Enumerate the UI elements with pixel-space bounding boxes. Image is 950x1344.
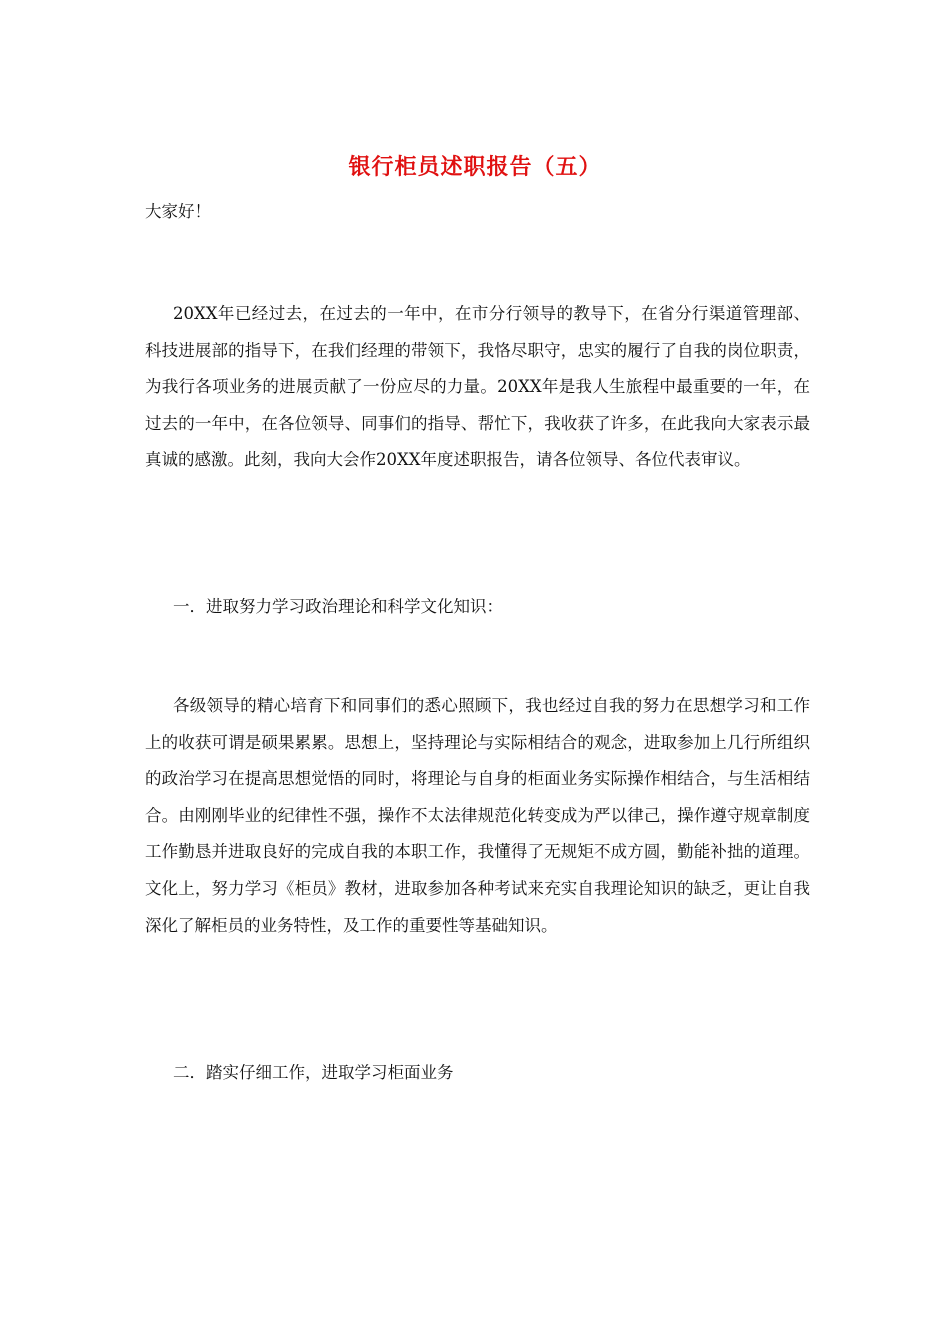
section-heading-2: 二．踏实仔细工作，进取学习柜面业务: [173, 1063, 454, 1082]
paragraph-intro: 20XX年已经过去，在过去的一年中，在市分行领导的教导下，在省分行渠道管理部、科技进展部的指导下，在我们经理的带领下，我恪尽职守，忠实的履行了自我的岗位职责，为我行各项业务的进展贡献了一份应尽的力量。20XX年是我人生旅程中最重要的一年，在过去的一年中，在各位领导、同事们的指导、帮忙下，我收获了许多，在此我向大家表示最真诚的感激。此刻，我向大会作20XX年度述职报告，请各位领导、各位代表审议。: [145, 304, 810, 470]
document-title: 银行柜员述职报告（五）: [348, 155, 602, 180]
section-heading-1: 一．进取努力学习政治理论和科学文化知识：: [173, 597, 503, 616]
greeting: 大家好！: [145, 202, 211, 221]
paragraph-section-1: 各级领导的精心培育下和同事们的悉心照顾下，我也经过自我的努力在思想学习和工作上的收获可谓是硕果累累。思想上，坚持理论与实际相结合的观念，进取参加上几行所组织的政治学习在提高思想觉悟的同时，将理论与自身的柜面业务实际操作相结合，与生活相结合。由刚刚毕业的纪律性不强，操作不太法律规范化转变成为严以律己，操作遵守规章制度工作勤恳并进取良好的完成自我的本职工作，我懂得了无规矩不成方圆，勤能补拙的道理。文化上，努力学习《柜员》教材，进取参加各种考试来充实自我理论知识的缺乏，更让自我深化了解柜员的业务特性，及工作的重要性等基础知识。: [145, 696, 810, 935]
